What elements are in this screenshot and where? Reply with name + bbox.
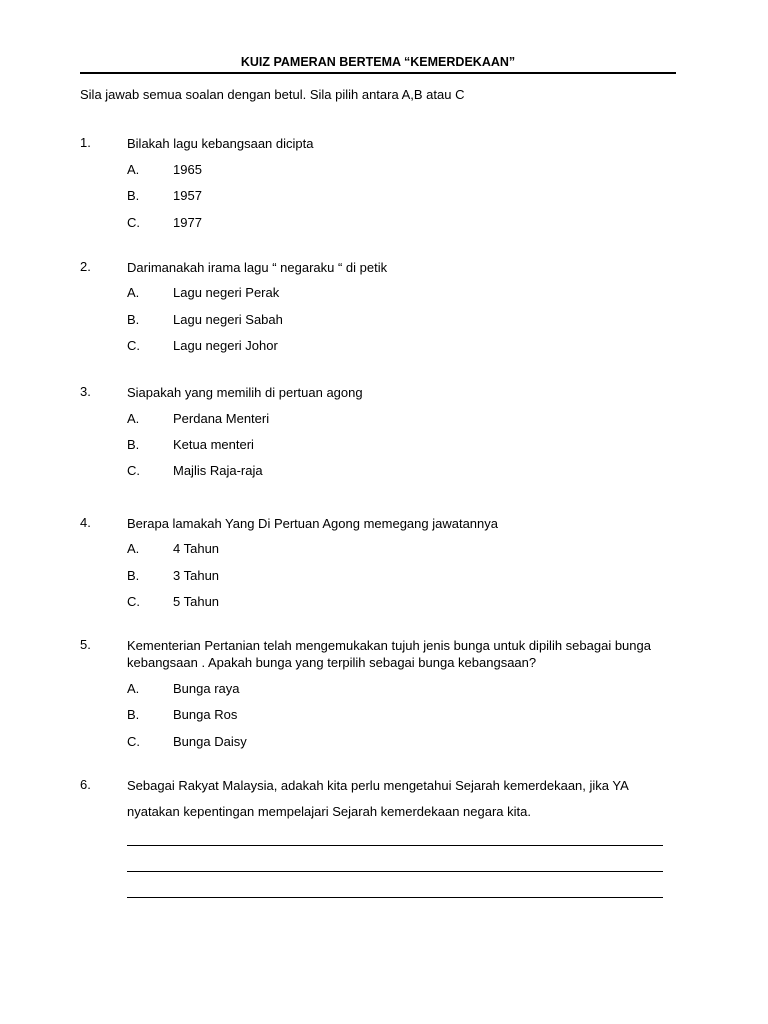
option-text: 1965 bbox=[173, 162, 202, 177]
option-letter: B. bbox=[127, 312, 140, 327]
option-letter: A. bbox=[127, 541, 140, 556]
option-text: Perdana Menteri bbox=[173, 411, 270, 426]
question-6-continuation: nyatakan kepentingan mempelajari Sejarah kemerdekaan negara kita. bbox=[127, 804, 531, 819]
question-text: Berapa lamakah Yang Di Pertuan Agong memegang jawatannya bbox=[127, 516, 498, 531]
option-text: Bunga raya bbox=[173, 681, 240, 696]
option-text: Bunga Daisy bbox=[173, 734, 247, 749]
option-letter: C. bbox=[127, 463, 140, 478]
option-letter: C. bbox=[127, 215, 140, 230]
answer-line-2[interactable] bbox=[127, 871, 663, 872]
option-4a bbox=[0, 541, 768, 558]
page-title: KUIZ PAMERAN BERTEMA “KEMERDEKAAN” bbox=[240, 55, 516, 69]
option-letter: A. bbox=[127, 162, 140, 177]
option-1b bbox=[0, 188, 768, 205]
question-text: Darimanakah irama lagu “ negaraku “ di petik bbox=[127, 260, 388, 275]
option-letter: C. bbox=[127, 338, 140, 353]
option-1c bbox=[0, 215, 768, 232]
option-letter: B. bbox=[127, 188, 140, 203]
option-letter: B. bbox=[127, 707, 140, 722]
option-5a bbox=[0, 681, 768, 698]
option-letter: A. bbox=[127, 411, 140, 426]
option-text: Lagu negeri Sabah bbox=[173, 312, 283, 327]
option-4b bbox=[0, 568, 768, 585]
option-text: 5 Tahun bbox=[173, 594, 220, 609]
option-text: Majlis Raja-raja bbox=[173, 463, 263, 478]
option-1a bbox=[0, 162, 768, 179]
question-text: Sebagai Rakyat Malaysia, adakah kita perlu mengetahui Sejarah kemerdekaan, jika YA bbox=[127, 778, 629, 793]
option-text: Bunga Ros bbox=[173, 707, 238, 722]
question-number: 1. bbox=[80, 135, 91, 150]
option-letter: C. bbox=[127, 734, 140, 749]
option-text: Lagu negeri Johor bbox=[173, 338, 278, 353]
title-underline bbox=[80, 72, 676, 74]
option-2c bbox=[0, 338, 768, 355]
option-letter: B. bbox=[127, 437, 140, 452]
option-letter: A. bbox=[127, 681, 140, 696]
question-text: Kementerian Pertanian telah mengemukakan tujuh jenis bunga untuk dipilih sebagai bunga kebangsaan . Apakah bunga yang terpilih sebagai bunga kebangsaan? bbox=[127, 638, 651, 670]
question-text: Bilakah lagu kebangsaan dicipta bbox=[127, 136, 314, 151]
option-text: Lagu negeri Perak bbox=[173, 285, 280, 300]
answer-line-1[interactable] bbox=[127, 845, 663, 846]
option-letter: A. bbox=[127, 285, 140, 300]
option-text: Ketua menteri bbox=[173, 437, 254, 452]
answer-line-3[interactable] bbox=[127, 897, 663, 898]
question-number: 4. bbox=[80, 515, 91, 530]
option-2a bbox=[0, 285, 768, 302]
question-text: Siapakah yang memilih di pertuan agong bbox=[127, 385, 363, 400]
option-5b bbox=[0, 707, 768, 724]
option-3a bbox=[0, 411, 768, 428]
question-number: 5. bbox=[80, 637, 91, 652]
option-5c bbox=[0, 734, 768, 751]
option-3c bbox=[0, 463, 768, 480]
question-number: 6. bbox=[80, 777, 91, 792]
option-text: 4 Tahun bbox=[173, 541, 220, 556]
option-letter: B. bbox=[127, 568, 140, 583]
option-4c bbox=[0, 594, 768, 611]
question-number: 2. bbox=[80, 259, 91, 274]
option-text: 1977 bbox=[173, 215, 202, 230]
option-text: 1957 bbox=[173, 188, 202, 203]
option-2b bbox=[0, 312, 768, 329]
option-3b bbox=[0, 437, 768, 454]
instructions: Sila jawab semua soalan dengan betul. Sila pilih antara A,B atau C bbox=[80, 87, 465, 102]
option-letter: C. bbox=[127, 594, 140, 609]
option-text: 3 Tahun bbox=[173, 568, 220, 583]
question-number: 3. bbox=[80, 384, 91, 399]
